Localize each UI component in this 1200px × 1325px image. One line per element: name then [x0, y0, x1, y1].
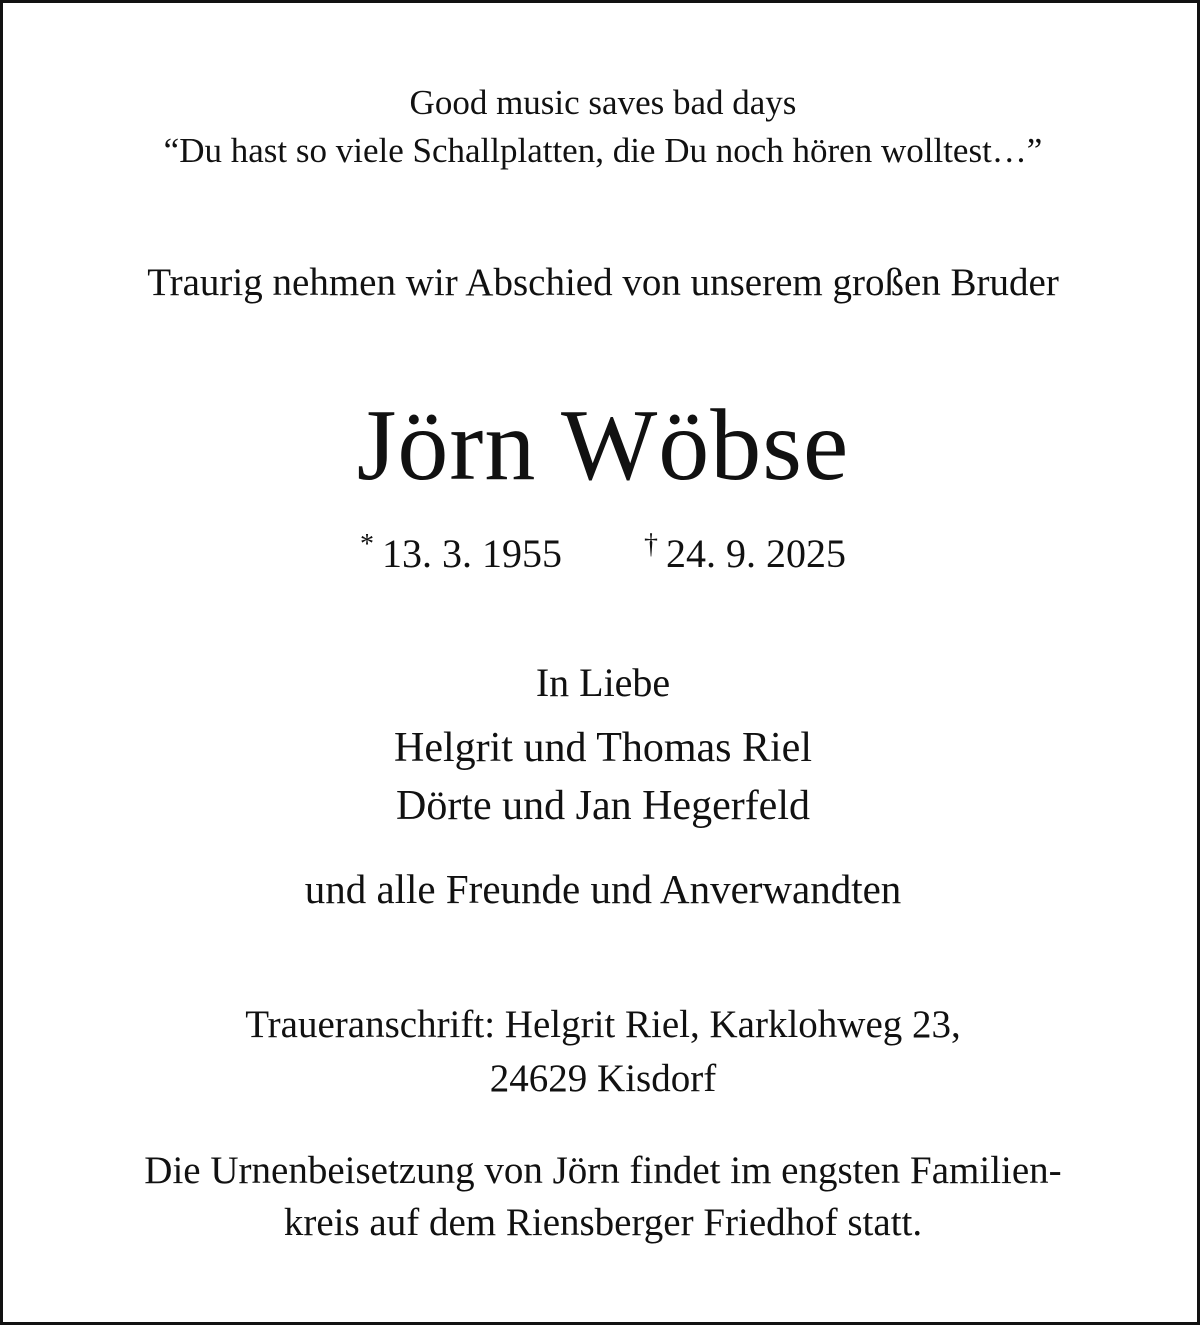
- mourner-family-1: Helgrit und Thomas Riel: [393, 725, 812, 771]
- mourning-address-line-2: 24629 Kisdorf: [489, 1057, 717, 1100]
- mourner-family-2: Dörte und Jan Hegerfeld: [395, 783, 810, 829]
- mourners-heading: In Liebe: [535, 660, 671, 705]
- motto-quote: “Du hast so viele Schallplatten, die Du noch hören wolltest…”: [163, 131, 1043, 170]
- mourners-others: und alle Freunde und Anverwandten: [304, 866, 902, 912]
- motto-line-1: Good music saves bad days: [409, 83, 797, 122]
- death-date: 24. 9. 2025: [666, 531, 846, 576]
- deceased-name: Jörn Wöbse: [356, 389, 850, 502]
- burial-notice-line-2: kreis auf dem Riensberger Friedhof statt.: [283, 1201, 923, 1244]
- mourning-address-line-1: Traueranschrift: Helgrit Riel, Karklohweg 23,: [245, 1003, 961, 1046]
- birth-symbol: *: [360, 529, 374, 560]
- life-dates: [3, 531, 1200, 574]
- birth-date: 13. 3. 1955: [382, 531, 562, 576]
- intro-text: Traurig nehmen wir Abschied von unserem großen Bruder: [147, 261, 1059, 304]
- death-symbol: †: [644, 529, 658, 560]
- burial-notice-line-1: Die Urnenbeisetzung von Jörn findet im engsten Familien-: [144, 1149, 1062, 1192]
